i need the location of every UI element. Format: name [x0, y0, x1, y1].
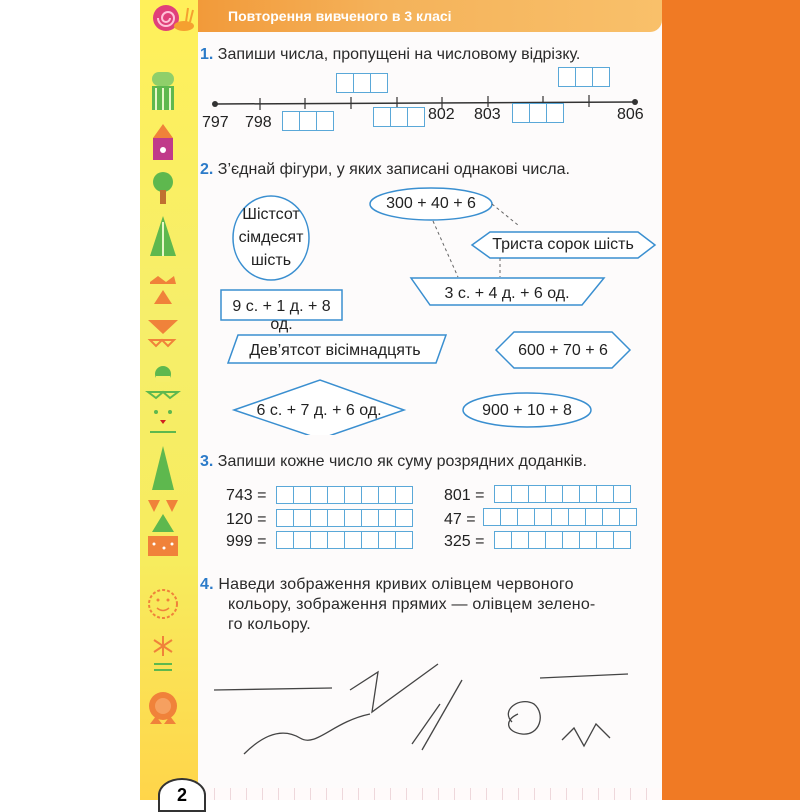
task1-text: Запиши числа, пропущені на числовому відрізку. — [217, 46, 581, 63]
task4-number: 4. — [200, 576, 214, 593]
task2-instruction — [200, 160, 570, 180]
zigzag-line[interactable] — [350, 664, 438, 712]
right-border — [662, 0, 800, 800]
page-number: 2 — [158, 778, 206, 812]
rectangle-text: 9 с. + 1 д. + 8 од. — [232, 298, 331, 333]
straight-line[interactable] — [214, 688, 332, 690]
answer-cells-801[interactable] — [373, 107, 425, 127]
straight-line[interactable] — [540, 674, 628, 678]
number-label-798: 798 — [245, 114, 272, 131]
decorative-shapes-icon — [140, 0, 198, 800]
diagonal-line[interactable] — [412, 704, 440, 744]
left-margin — [0, 0, 140, 800]
circle-text-line3: шість — [250, 252, 292, 269]
expression-325: 325 = — [444, 533, 485, 550]
task2-text: З’єднай фігури, у яких записані однакові числа. — [217, 161, 570, 178]
number-label-803: 803 — [474, 106, 501, 123]
answer-cells-47[interactable] — [483, 508, 637, 526]
snail-icon — [148, 2, 194, 32]
dashed-connection-line — [433, 221, 458, 277]
number-label-797: 797 — [202, 114, 229, 131]
circle-text-line1: Шістсот — [242, 206, 300, 223]
number-label-802: 802 — [428, 106, 455, 123]
task3-number: 3. — [200, 453, 214, 470]
circle-text-line2: сімдесят — [238, 229, 304, 246]
answer-cells-325[interactable] — [494, 531, 631, 549]
small-zigzag[interactable] — [562, 724, 610, 746]
expression-999: 999 = — [226, 533, 267, 550]
answer-cells-120[interactable] — [276, 509, 413, 527]
header-title: Повторення вивченого в 3 класі — [228, 8, 452, 24]
answer-cells-799[interactable] — [282, 111, 334, 131]
loop-curve[interactable] — [508, 702, 540, 734]
answer-cells-805[interactable] — [558, 67, 610, 87]
number-line — [205, 92, 645, 116]
expression-801: 801 = — [444, 487, 485, 504]
diagonal-line[interactable] — [422, 680, 462, 750]
hexagon-right-text: 600 + 70 + 6 — [518, 342, 608, 359]
lines-and-curves-drawing — [200, 650, 660, 780]
trapezoid-text: 3 с. + 4 д. + 6 од. — [444, 285, 570, 302]
task3-instruction — [200, 452, 587, 472]
dashed-connection-line — [492, 204, 518, 225]
answer-cells-800[interactable] — [336, 73, 388, 93]
parallelogram-text: Дев’ятсот вісімнадцять — [249, 342, 421, 359]
answer-cells-804[interactable] — [512, 103, 564, 123]
oval-top-text: 300 + 40 + 6 — [386, 195, 476, 212]
task4-line1: Наведи зображення кривих олівцем червоного — [218, 576, 574, 593]
expression-743: 743 = — [226, 487, 267, 504]
task4-line2: кольору, зображення прямих — олівцем зелено- — [228, 596, 596, 613]
answer-cells-743[interactable] — [276, 486, 413, 504]
task2-number: 2. — [200, 161, 214, 178]
diamond-text: 6 с. + 7 д. + 6 од. — [256, 402, 382, 419]
answer-cells-999[interactable] — [276, 531, 413, 549]
expression-47: 47 = — [444, 511, 476, 528]
hexagon-top-text: Триста сорок шість — [492, 236, 634, 253]
task1-number: 1. — [200, 46, 214, 63]
wavy-curve[interactable] — [244, 714, 370, 754]
number-label-806: 806 — [617, 106, 644, 123]
task4-line3: го кольору. — [228, 616, 311, 633]
task4-instruction — [200, 575, 650, 635]
answer-cells-801[interactable] — [494, 485, 631, 503]
expression-120: 120 = — [226, 511, 267, 528]
task1-instruction — [200, 45, 580, 65]
task3-text: Запиши кожне число як суму розрядних доданків. — [217, 453, 587, 470]
oval-bottom-text: 900 + 10 + 8 — [482, 402, 572, 419]
decorative-strip — [140, 0, 198, 800]
